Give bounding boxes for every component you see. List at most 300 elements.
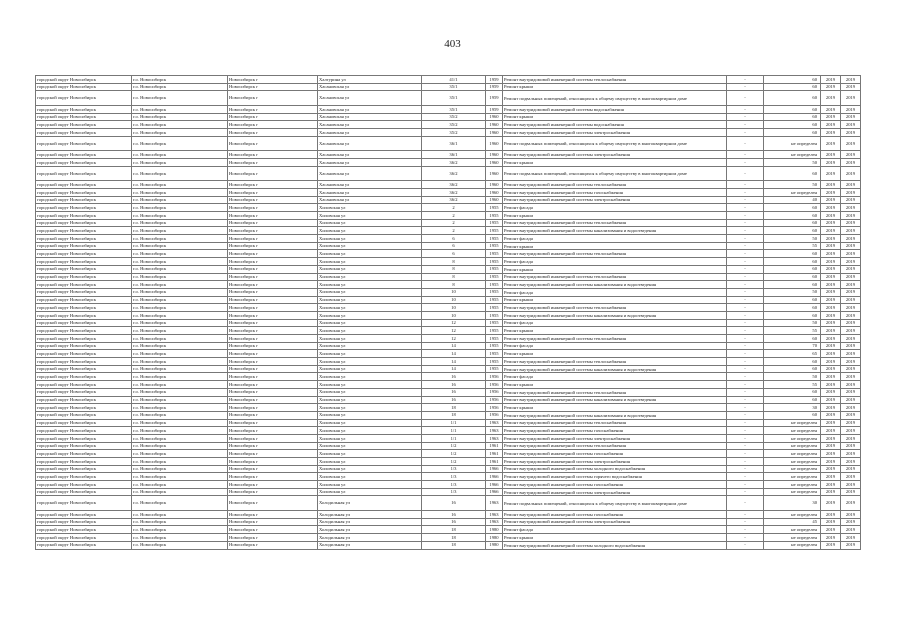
settlement-cell: г.о. Новосибирск: [132, 465, 228, 473]
year-start-cell: 2019: [821, 419, 841, 427]
year-start-cell: 2019: [821, 91, 841, 106]
street-cell: Хиловская ул: [318, 458, 422, 466]
work-type-cell: Ремонт подвальных помещений, относящихся к общему имуществу в многоквартирном доме: [503, 166, 727, 181]
work-type-cell: Ремонт крыши: [503, 534, 727, 542]
year-start-cell: 2019: [821, 450, 841, 458]
settlement-cell: г.о. Новосибирск: [132, 159, 228, 167]
settlement-cell: г.о. Новосибирск: [132, 83, 228, 91]
city-cell: Новосибирск г: [228, 465, 318, 473]
year-start-cell: 2019: [821, 396, 841, 404]
settlement-cell: г.о. Новосибирск: [132, 235, 228, 243]
house-number-cell: 41/1: [422, 76, 486, 84]
work-type-cell: Ремонт крыши: [503, 265, 727, 273]
city-cell: Новосибирск г: [228, 258, 318, 266]
build-year-cell: 1955: [486, 281, 503, 289]
municipality-cell: городской округ Новосибирск: [36, 450, 132, 458]
municipality-cell: городской округ Новосибирск: [36, 288, 132, 296]
dash-cell: -: [727, 526, 764, 534]
house-number-cell: 10: [422, 304, 486, 312]
street-cell: Хасановская ул: [318, 83, 422, 91]
municipality-cell: городской округ Новосибирск: [36, 518, 132, 526]
settlement-cell: г.о. Новосибирск: [132, 76, 228, 84]
build-year-cell: 1961: [486, 450, 503, 458]
street-cell: Хиловская ул: [318, 242, 422, 250]
work-type-cell: Ремонт крыши: [503, 159, 727, 167]
year-end-cell: 2019: [841, 365, 861, 373]
year-end-cell: 2019: [841, 227, 861, 235]
municipality-cell: городской округ Новосибирск: [36, 358, 132, 366]
city-cell: Новосибирск г: [228, 381, 318, 389]
table-row: [36, 113, 861, 121]
year-end-cell: 2019: [841, 350, 861, 358]
work-type-cell: Ремонт внутридомовой инженерной системы газоснабжения: [503, 188, 727, 196]
settlement-cell: г.о. Новосибирск: [132, 204, 228, 212]
cost-cell: 60: [764, 113, 821, 121]
table-row: [36, 511, 861, 519]
municipality-cell: городской округ Новосибирск: [36, 465, 132, 473]
municipality-cell: городской округ Новосибирск: [36, 83, 132, 91]
table-row: [36, 121, 861, 129]
year-end-cell: 2019: [841, 419, 861, 427]
year-end-cell: 2019: [841, 281, 861, 289]
dash-cell: -: [727, 242, 764, 250]
municipality-cell: городской округ Новосибирск: [36, 219, 132, 227]
municipality-cell: городской округ Новосибирск: [36, 91, 132, 106]
dash-cell: -: [727, 304, 764, 312]
build-year-cell: 1955: [486, 327, 503, 335]
year-end-cell: 2019: [841, 188, 861, 196]
dash-cell: -: [727, 196, 764, 204]
settlement-cell: г.о. Новосибирск: [132, 273, 228, 281]
city-cell: Новосибирск г: [228, 166, 318, 181]
city-cell: Новосибирск г: [228, 76, 318, 84]
year-end-cell: 2019: [841, 496, 861, 511]
dash-cell: -: [727, 235, 764, 243]
street-cell: Хиловская ул: [318, 373, 422, 381]
settlement-cell: г.о. Новосибирск: [132, 365, 228, 373]
work-type-cell: Ремонт фасада: [503, 342, 727, 350]
dash-cell: -: [727, 534, 764, 542]
city-cell: Новосибирск г: [228, 265, 318, 273]
municipality-cell: городской округ Новосибирск: [36, 496, 132, 511]
year-start-cell: 2019: [821, 534, 841, 542]
year-start-cell: 2019: [821, 518, 841, 526]
municipality-cell: городской округ Новосибирск: [36, 76, 132, 84]
house-number-cell: 1/3: [422, 488, 486, 496]
cost-cell: 60: [764, 281, 821, 289]
work-type-cell: Ремонт внутридомовой инженерной системы теплоснабжения: [503, 219, 727, 227]
table-row: [36, 396, 861, 404]
work-type-cell: Ремонт крыши: [503, 242, 727, 250]
table-row: [36, 105, 861, 113]
year-start-cell: 2019: [821, 526, 841, 534]
house-number-cell: 6: [422, 235, 486, 243]
dash-cell: -: [727, 488, 764, 496]
work-type-cell: Ремонт внутридомовой инженерной системы теплоснабжения: [503, 304, 727, 312]
street-cell: Хиловская ул: [318, 450, 422, 458]
dash-cell: -: [727, 265, 764, 273]
table-row: [36, 373, 861, 381]
cost-cell: 60: [764, 304, 821, 312]
city-cell: Новосибирск г: [228, 488, 318, 496]
city-cell: Новосибирск г: [228, 358, 318, 366]
work-type-cell: Ремонт внутридомовой инженерной системы теплоснабжения: [503, 358, 727, 366]
street-cell: Хиловская ул: [318, 265, 422, 273]
year-start-cell: 2019: [821, 427, 841, 435]
year-start-cell: 2019: [821, 129, 841, 137]
work-type-cell: Ремонт внутридомовой инженерной системы водоснабжения: [503, 121, 727, 129]
table-row: [36, 242, 861, 250]
dash-cell: -: [727, 83, 764, 91]
street-cell: Холодильная ул: [318, 496, 422, 511]
table-row: [36, 419, 861, 427]
table-row: [36, 258, 861, 266]
work-type-cell: Ремонт крыши: [503, 296, 727, 304]
dash-cell: -: [727, 518, 764, 526]
work-type-cell: Ремонт внутридомовой инженерной системы газоснабжения: [503, 427, 727, 435]
work-type-cell: Ремонт внутридомовой инженерной системы теплоснабжения: [503, 419, 727, 427]
build-year-cell: 1955: [486, 342, 503, 350]
table-row: [36, 518, 861, 526]
table-row: [36, 265, 861, 273]
cost-cell: 50: [764, 319, 821, 327]
settlement-cell: г.о. Новосибирск: [132, 541, 228, 549]
year-end-cell: 2019: [841, 250, 861, 258]
build-year-cell: 1955: [486, 273, 503, 281]
house-number-cell: 14: [422, 342, 486, 350]
build-year-cell: 1963: [486, 518, 503, 526]
work-type-cell: Ремонт внутридомовой инженерной системы теплоснабжения: [503, 181, 727, 189]
street-cell: Хасановская ул: [318, 136, 422, 151]
cost-cell: 30: [764, 496, 821, 511]
municipality-cell: городской округ Новосибирск: [36, 419, 132, 427]
street-cell: Хиловская ул: [318, 358, 422, 366]
capital-repair-table: [35, 75, 861, 550]
dash-cell: -: [727, 442, 764, 450]
cost-cell: 60: [764, 365, 821, 373]
dash-cell: -: [727, 404, 764, 412]
cost-cell: 60: [764, 258, 821, 266]
table-row: [36, 358, 861, 366]
table-row: [36, 404, 861, 412]
cost-cell: 60: [764, 411, 821, 419]
house-number-cell: 35/1: [422, 83, 486, 91]
build-year-cell: 1959: [486, 105, 503, 113]
cost-cell: 60: [764, 204, 821, 212]
settlement-cell: г.о. Новосибирск: [132, 404, 228, 412]
table-row: [36, 188, 861, 196]
table-row: [36, 526, 861, 534]
house-number-cell: 10: [422, 311, 486, 319]
year-start-cell: 2019: [821, 204, 841, 212]
settlement-cell: г.о. Новосибирск: [132, 434, 228, 442]
year-start-cell: 2019: [821, 327, 841, 335]
dash-cell: -: [727, 129, 764, 137]
dash-cell: -: [727, 335, 764, 343]
municipality-cell: городской округ Новосибирск: [36, 541, 132, 549]
build-year-cell: 1961: [486, 458, 503, 466]
cost-cell: 60: [764, 83, 821, 91]
municipality-cell: городской округ Новосибирск: [36, 105, 132, 113]
cost-cell: не определен: [764, 458, 821, 466]
house-number-cell: 16: [422, 511, 486, 519]
year-end-cell: 2019: [841, 151, 861, 159]
house-number-cell: 35/1: [422, 91, 486, 106]
build-year-cell: 1955: [486, 250, 503, 258]
table-row: [36, 159, 861, 167]
year-start-cell: 2019: [821, 83, 841, 91]
street-cell: Хиловская ул: [318, 335, 422, 343]
table-row: [36, 136, 861, 151]
cost-cell: 60: [764, 212, 821, 220]
year-end-cell: 2019: [841, 481, 861, 489]
dash-cell: -: [727, 250, 764, 258]
table-row: [36, 496, 861, 511]
municipality-cell: городской округ Новосибирск: [36, 473, 132, 481]
work-type-cell: Ремонт внутридомовой инженерной системы электроснабжения: [503, 434, 727, 442]
build-year-cell: 1963: [486, 419, 503, 427]
build-year-cell: 1960: [486, 166, 503, 181]
city-cell: Новосибирск г: [228, 204, 318, 212]
municipality-cell: городской округ Новосибирск: [36, 381, 132, 389]
work-type-cell: Ремонт фасада: [503, 319, 727, 327]
year-start-cell: 2019: [821, 136, 841, 151]
settlement-cell: г.о. Новосибирск: [132, 196, 228, 204]
city-cell: Новосибирск г: [228, 373, 318, 381]
municipality-cell: городской округ Новосибирск: [36, 511, 132, 519]
year-start-cell: 2019: [821, 473, 841, 481]
dash-cell: -: [727, 219, 764, 227]
cost-cell: не определен: [764, 419, 821, 427]
house-number-cell: 18: [422, 404, 486, 412]
settlement-cell: г.о. Новосибирск: [132, 250, 228, 258]
house-number-cell: 2: [422, 219, 486, 227]
house-number-cell: 1/3: [422, 465, 486, 473]
year-end-cell: 2019: [841, 273, 861, 281]
year-start-cell: 2019: [821, 488, 841, 496]
work-type-cell: Ремонт фасада: [503, 258, 727, 266]
municipality-cell: городской округ Новосибирск: [36, 388, 132, 396]
city-cell: Новосибирск г: [228, 121, 318, 129]
year-end-cell: 2019: [841, 373, 861, 381]
cost-cell: не определен: [764, 188, 821, 196]
build-year-cell: 1963: [486, 427, 503, 435]
year-end-cell: 2019: [841, 265, 861, 273]
municipality-cell: городской округ Новосибирск: [36, 166, 132, 181]
house-number-cell: 36/2: [422, 159, 486, 167]
cost-cell: 70: [764, 342, 821, 350]
year-start-cell: 2019: [821, 288, 841, 296]
year-end-cell: 2019: [841, 381, 861, 389]
house-number-cell: 12: [422, 327, 486, 335]
dash-cell: -: [727, 511, 764, 519]
municipality-cell: городской округ Новосибирск: [36, 365, 132, 373]
build-year-cell: 1960: [486, 113, 503, 121]
year-start-cell: 2019: [821, 404, 841, 412]
street-cell: Хасановская ул: [318, 113, 422, 121]
municipality-cell: городской округ Новосибирск: [36, 196, 132, 204]
dash-cell: -: [727, 311, 764, 319]
street-cell: Хиловская ул: [318, 281, 422, 289]
house-number-cell: 35/2: [422, 113, 486, 121]
build-year-cell: 1956: [486, 388, 503, 396]
city-cell: Новосибирск г: [228, 83, 318, 91]
house-number-cell: 8: [422, 258, 486, 266]
cost-cell: не определен: [764, 488, 821, 496]
year-start-cell: 2019: [821, 496, 841, 511]
city-cell: Новосибирск г: [228, 304, 318, 312]
build-year-cell: 1966: [486, 473, 503, 481]
table-row: [36, 481, 861, 489]
build-year-cell: 1955: [486, 350, 503, 358]
dash-cell: -: [727, 258, 764, 266]
dash-cell: -: [727, 212, 764, 220]
street-cell: Хиловская ул: [318, 327, 422, 335]
house-number-cell: 36/1: [422, 151, 486, 159]
build-year-cell: 1980: [486, 526, 503, 534]
year-end-cell: 2019: [841, 159, 861, 167]
settlement-cell: г.о. Новосибирск: [132, 181, 228, 189]
settlement-cell: г.о. Новосибирск: [132, 488, 228, 496]
year-start-cell: 2019: [821, 481, 841, 489]
cost-cell: 60: [764, 358, 821, 366]
year-start-cell: 2019: [821, 219, 841, 227]
year-end-cell: 2019: [841, 541, 861, 549]
settlement-cell: г.о. Новосибирск: [132, 442, 228, 450]
year-end-cell: 2019: [841, 235, 861, 243]
cost-cell: не определен: [764, 481, 821, 489]
year-end-cell: 2019: [841, 534, 861, 542]
settlement-cell: г.о. Новосибирск: [132, 288, 228, 296]
city-cell: Новосибирск г: [228, 319, 318, 327]
city-cell: Новосибирск г: [228, 419, 318, 427]
city-cell: Новосибирск г: [228, 281, 318, 289]
settlement-cell: г.о. Новосибирск: [132, 151, 228, 159]
city-cell: Новосибирск г: [228, 473, 318, 481]
street-cell: Хасановская ул: [318, 129, 422, 137]
municipality-cell: городской округ Новосибирск: [36, 427, 132, 435]
build-year-cell: 1955: [486, 258, 503, 266]
dash-cell: -: [727, 373, 764, 381]
cost-cell: не определен: [764, 450, 821, 458]
build-year-cell: 1955: [486, 212, 503, 220]
year-end-cell: 2019: [841, 319, 861, 327]
municipality-cell: городской округ Новосибирск: [36, 350, 132, 358]
city-cell: Новосибирск г: [228, 396, 318, 404]
municipality-cell: городской округ Новосибирск: [36, 296, 132, 304]
municipality-cell: городской округ Новосибирск: [36, 121, 132, 129]
settlement-cell: г.о. Новосибирск: [132, 136, 228, 151]
street-cell: Хиловская ул: [318, 404, 422, 412]
settlement-cell: г.о. Новосибирск: [132, 319, 228, 327]
year-start-cell: 2019: [821, 388, 841, 396]
dash-cell: -: [727, 458, 764, 466]
street-cell: Хасановская ул: [318, 188, 422, 196]
municipality-cell: городской округ Новосибирск: [36, 242, 132, 250]
settlement-cell: г.о. Новосибирск: [132, 450, 228, 458]
table-row: [36, 411, 861, 419]
city-cell: Новосибирск г: [228, 129, 318, 137]
city-cell: Новосибирск г: [228, 526, 318, 534]
year-end-cell: 2019: [841, 105, 861, 113]
house-number-cell: 36/2: [422, 181, 486, 189]
build-year-cell: 1966: [486, 465, 503, 473]
table-row: [36, 427, 861, 435]
work-type-cell: Ремонт внутридомовой инженерной системы теплоснабжения: [503, 250, 727, 258]
build-year-cell: 1960: [486, 181, 503, 189]
cost-cell: 55: [764, 381, 821, 389]
street-cell: Холодильная ул: [318, 511, 422, 519]
settlement-cell: г.о. Новосибирск: [132, 105, 228, 113]
settlement-cell: г.о. Новосибирск: [132, 113, 228, 121]
settlement-cell: г.о. Новосибирск: [132, 427, 228, 435]
work-type-cell: Ремонт внутридомовой инженерной системы электроснабжения: [503, 518, 727, 526]
street-cell: Холодильная ул: [318, 518, 422, 526]
build-year-cell: 1963: [486, 496, 503, 511]
year-end-cell: 2019: [841, 358, 861, 366]
work-type-cell: Ремонт внутридомовой инженерной системы теплоснабжения: [503, 442, 727, 450]
cost-cell: не определен: [764, 136, 821, 151]
year-start-cell: 2019: [821, 434, 841, 442]
year-end-cell: 2019: [841, 404, 861, 412]
street-cell: Хиловская ул: [318, 296, 422, 304]
settlement-cell: г.о. Новосибирск: [132, 458, 228, 466]
street-cell: Хиловская ул: [318, 273, 422, 281]
year-start-cell: 2019: [821, 541, 841, 549]
cost-cell: не определен: [764, 151, 821, 159]
table-row: [36, 204, 861, 212]
city-cell: Новосибирск г: [228, 450, 318, 458]
work-type-cell: Ремонт крыши: [503, 404, 727, 412]
build-year-cell: 1960: [486, 151, 503, 159]
year-start-cell: 2019: [821, 296, 841, 304]
cost-cell: 60: [764, 76, 821, 84]
city-cell: Новосибирск г: [228, 151, 318, 159]
build-year-cell: 1956: [486, 404, 503, 412]
city-cell: Новосибирск г: [228, 327, 318, 335]
settlement-cell: г.о. Новосибирск: [132, 350, 228, 358]
work-type-cell: Ремонт внутридомовой инженерной системы электроснабжения: [503, 151, 727, 159]
municipality-cell: городской округ Новосибирск: [36, 129, 132, 137]
year-end-cell: 2019: [841, 296, 861, 304]
house-number-cell: 12: [422, 319, 486, 327]
work-type-cell: Ремонт крыши: [503, 212, 727, 220]
build-year-cell: 1955: [486, 219, 503, 227]
year-end-cell: 2019: [841, 518, 861, 526]
cost-cell: 60: [764, 227, 821, 235]
municipality-cell: городской округ Новосибирск: [36, 181, 132, 189]
dash-cell: -: [727, 427, 764, 435]
municipality-cell: городской округ Новосибирск: [36, 526, 132, 534]
city-cell: Новосибирск г: [228, 91, 318, 106]
house-number-cell: 1/1: [422, 427, 486, 435]
house-number-cell: 1/3: [422, 473, 486, 481]
cost-cell: не определен: [764, 541, 821, 549]
municipality-cell: городской округ Новосибирск: [36, 304, 132, 312]
city-cell: Новосибирск г: [228, 365, 318, 373]
cost-cell: 60: [764, 311, 821, 319]
municipality-cell: городской округ Новосибирск: [36, 327, 132, 335]
house-number-cell: 16: [422, 518, 486, 526]
build-year-cell: 1956: [486, 373, 503, 381]
build-year-cell: 1961: [486, 442, 503, 450]
street-cell: Хасановская ул: [318, 196, 422, 204]
year-start-cell: 2019: [821, 365, 841, 373]
year-end-cell: 2019: [841, 388, 861, 396]
year-start-cell: 2019: [821, 151, 841, 159]
cost-cell: не определен: [764, 473, 821, 481]
settlement-cell: г.о. Новосибирск: [132, 281, 228, 289]
